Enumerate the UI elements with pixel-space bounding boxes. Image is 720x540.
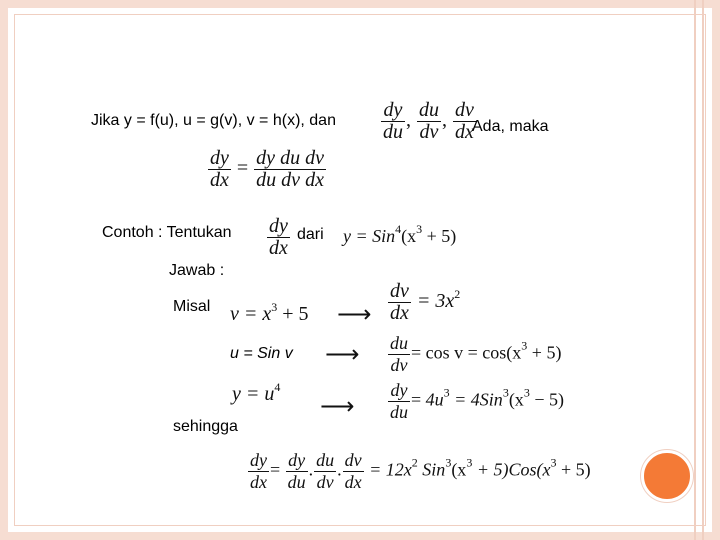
dvdx-result: $\frac{dv}{dx}$ = $3x^2$: [390, 280, 461, 324]
misal-text: Misal: [173, 298, 211, 315]
arrow-right-icon: ⟶: [337, 300, 372, 328]
derivative-list: $\frac{dy}{du}$ , $\frac{du}{dv}$ , $\frac{dv}{dx}$: [383, 99, 474, 143]
intro-text: Jika y = f(u), u = g(v), v = h(x), dan: [91, 112, 336, 129]
right-rail-line: [694, 0, 696, 540]
dydx-fraction: $\frac{dy}{dx}$: [269, 215, 288, 259]
final-result: $\frac{dy}{dx}$ = $\frac{dy}{du}$ . $\frac{du}{dv}$ . $\frac{dv}{dx}$ = $12x^2$ $Sin^3(x^3 + 5)Cos(x^3 + 5)$: [250, 450, 591, 492]
sehingga-text: sehingga: [173, 418, 238, 435]
dydu-result: $\frac{dy}{du}$ = $4u^3 = 4Sin^3(x^3 - 5)$: [390, 380, 564, 422]
arrow-right-icon: ⟶: [325, 340, 360, 368]
function-y: $y = Sin^4(x^3 + 5)$: [343, 222, 457, 246]
v-definition: $v = x^3 + 5$: [230, 300, 309, 325]
dudv-result: $\frac{du}{dv}$ = $\cos v = \cos(x^3 + 5)$: [390, 333, 562, 375]
chain-rule-formula: $\frac{dy}{dx}$ = $\frac{\text{dy du dv}}{\text{du dv dx}}$: [210, 147, 324, 191]
right-rail-line: [702, 0, 704, 540]
arrow-right-icon: ⟶: [320, 392, 355, 420]
intro-end-text: Ada, maka: [472, 118, 549, 135]
contoh-text: Contoh : Tentukan: [102, 224, 232, 241]
u-definition: u = Sin v: [230, 345, 293, 362]
decorative-circle-icon: [641, 450, 693, 502]
y-definition: $y = u^4$: [232, 380, 281, 405]
jawab-text: Jawab :: [169, 262, 225, 279]
dari-text: dari: [297, 226, 324, 243]
